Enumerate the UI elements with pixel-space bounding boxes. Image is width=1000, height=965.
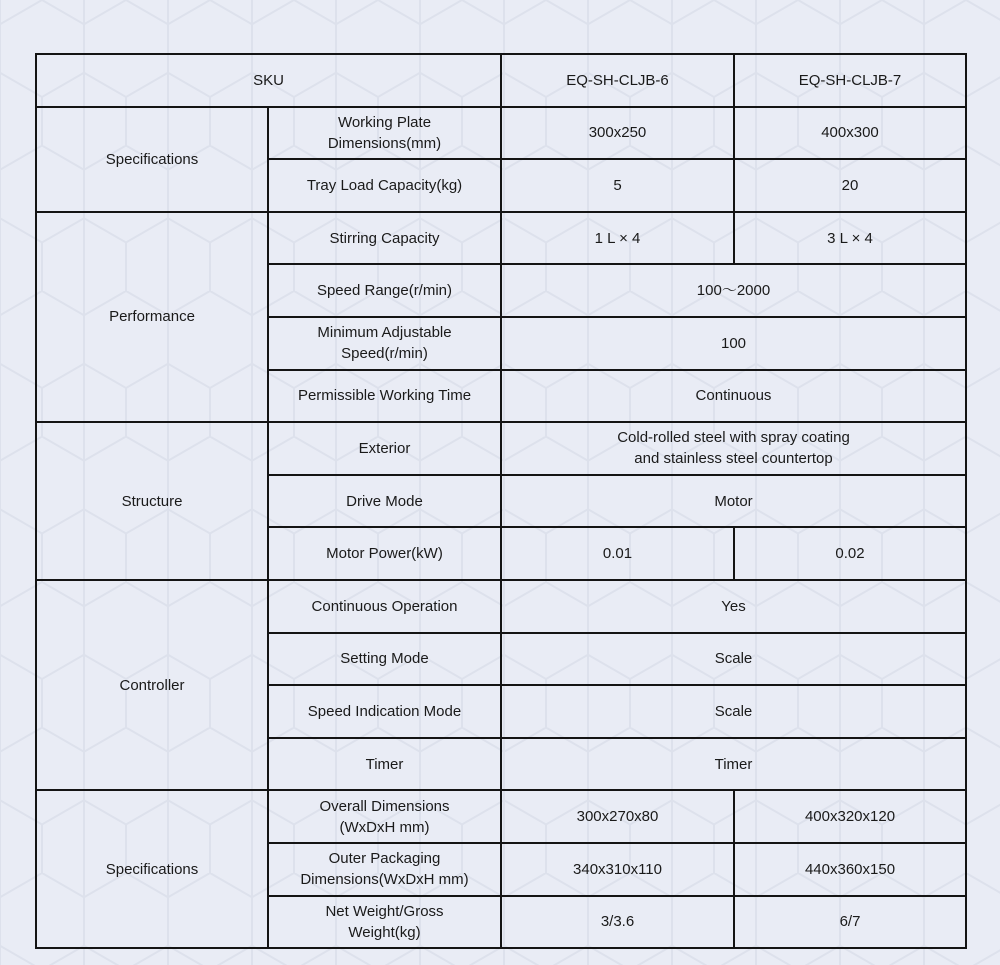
row-label-weight: Net Weight/Gross Weight(kg): [268, 896, 501, 949]
row-label-motor-power: Motor Power(kW): [268, 527, 501, 580]
sku-header: SKU: [36, 54, 501, 107]
table-row: [36, 580, 966, 633]
weight-a: 3/3.6: [501, 896, 734, 949]
product-spec-table: [35, 53, 967, 949]
speed-range-value: 100～2000: [501, 264, 966, 317]
working-plate-b: 400x300: [734, 107, 966, 160]
row-label-working-time: Permissible Working Time: [268, 370, 501, 423]
overall-dimensions-a: 300x270x80: [501, 790, 734, 843]
weight-b: 6/7: [734, 896, 966, 949]
model-b-header: EQ-SH-CLJB-7: [734, 54, 966, 107]
row-label-outer-packaging: Outer Packaging Dimensions(WxDxH mm): [268, 843, 501, 896]
exterior-value: Cold-rolled steel with spray coating and stainless steel countertop: [501, 422, 966, 475]
outer-packaging-b: 440x360x150: [734, 843, 966, 896]
table-row: [36, 212, 966, 265]
stirring-capacity-b: 3 L × 4: [734, 212, 966, 265]
table-header-row: [36, 54, 966, 107]
motor-power-a: 0.01: [501, 527, 734, 580]
row-label-exterior: Exterior: [268, 422, 501, 475]
group-performance: Performance: [36, 212, 268, 422]
model-a-header: EQ-SH-CLJB-6: [501, 54, 734, 107]
group-specifications: Specifications: [36, 107, 268, 212]
table-row: [36, 422, 966, 475]
setting-mode-value: Scale: [501, 633, 966, 686]
stirring-capacity-a: 1 L × 4: [501, 212, 734, 265]
row-label-setting-mode: Setting Mode: [268, 633, 501, 686]
row-label-tray-load: Tray Load Capacity(kg): [268, 159, 501, 212]
group-packaging-specifications: Specifications: [36, 790, 268, 948]
row-label-speed-indication: Speed Indication Mode: [268, 685, 501, 738]
row-label-continuous-operation: Continuous Operation: [268, 580, 501, 633]
overall-dimensions-b: 400x320x120: [734, 790, 966, 843]
speed-indication-value: Scale: [501, 685, 966, 738]
group-structure: Structure: [36, 422, 268, 580]
table-row: [36, 790, 966, 843]
continuous-operation-value: Yes: [501, 580, 966, 633]
timer-value: Timer: [501, 738, 966, 791]
group-controller: Controller: [36, 580, 268, 790]
row-label-working-plate: Working Plate Dimensions(mm): [268, 107, 501, 160]
row-label-overall-dimensions: Overall Dimensions (WxDxH mm): [268, 790, 501, 843]
row-label-speed-range: Speed Range(r/min): [268, 264, 501, 317]
tray-load-b: 20: [734, 159, 966, 212]
row-label-stirring-capacity: Stirring Capacity: [268, 212, 501, 265]
motor-power-b: 0.02: [734, 527, 966, 580]
row-label-drive-mode: Drive Mode: [268, 475, 501, 528]
row-label-min-speed: Minimum Adjustable Speed(r/min): [268, 317, 501, 370]
min-speed-value: 100: [501, 317, 966, 370]
tray-load-a: 5: [501, 159, 734, 212]
table-row: [36, 107, 966, 160]
row-label-timer: Timer: [268, 738, 501, 791]
drive-mode-value: Motor: [501, 475, 966, 528]
working-time-value: Continuous: [501, 370, 966, 423]
working-plate-a: 300x250: [501, 107, 734, 160]
outer-packaging-a: 340x310x110: [501, 843, 734, 896]
